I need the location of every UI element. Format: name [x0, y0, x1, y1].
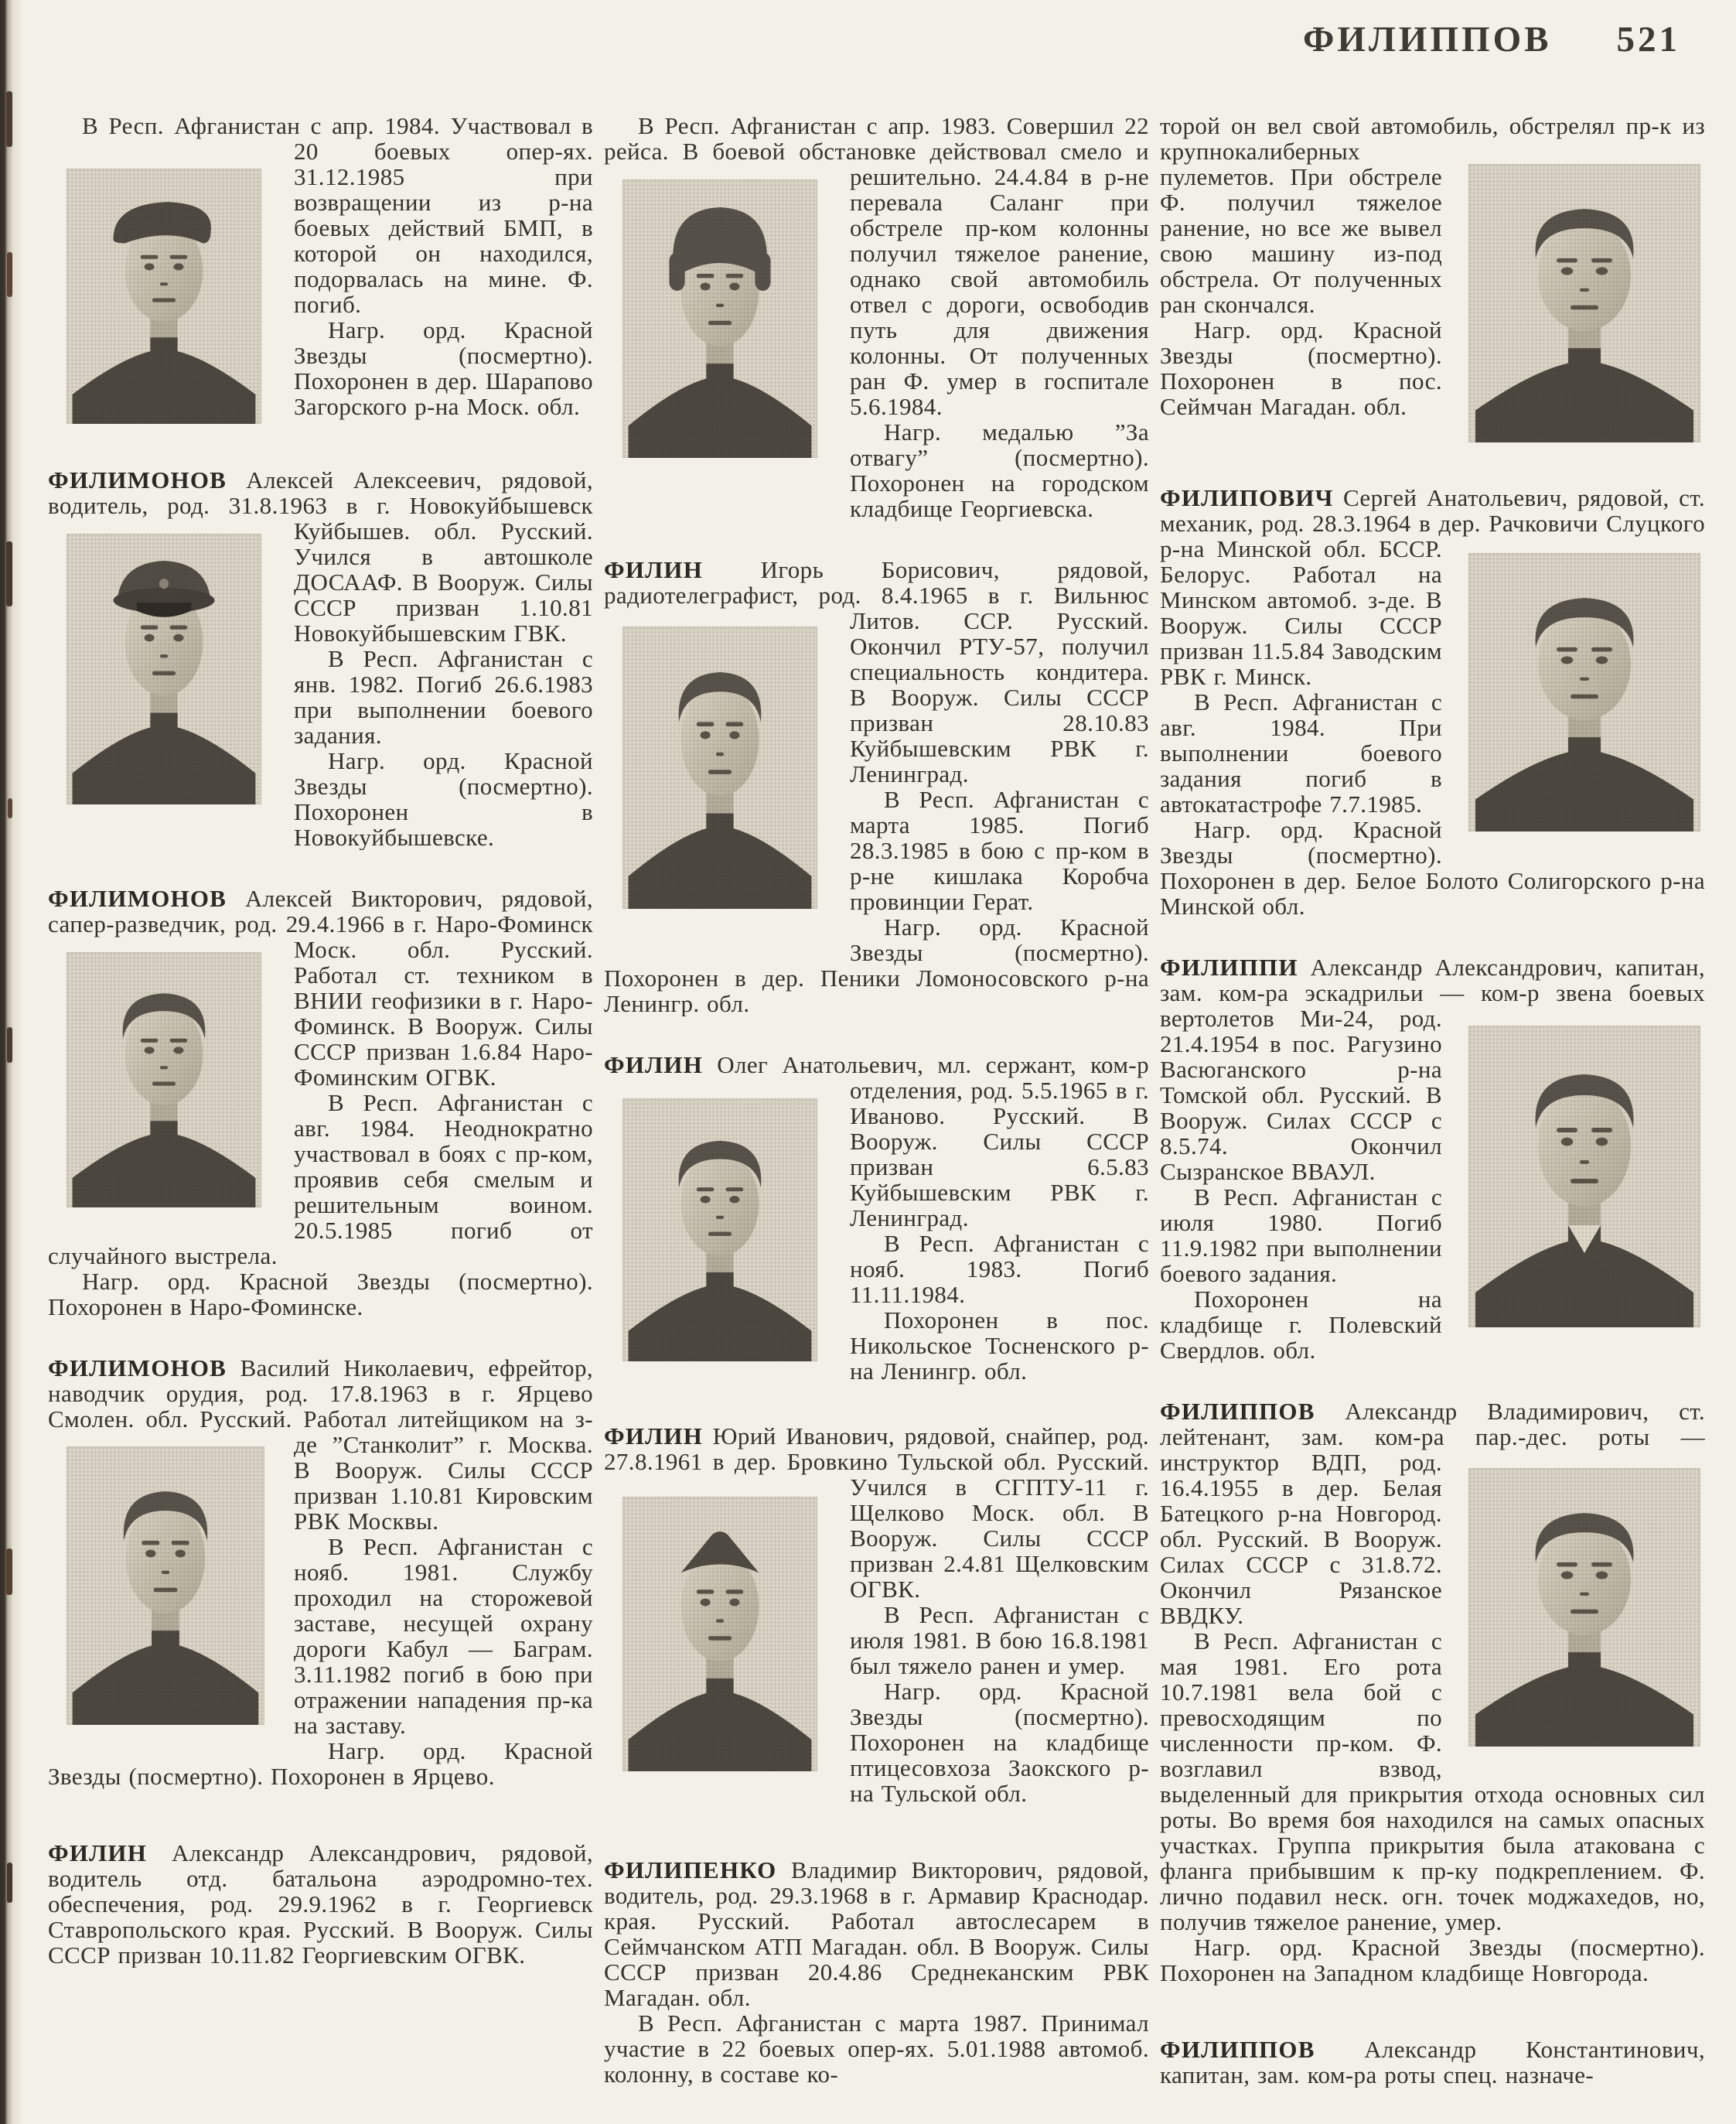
- book-edge-mark: [7, 1863, 12, 1903]
- entry-paragraph: торой он вел свой автомобиль, обстрелял пр-к из крупнокалиберных пулеметов. При обстреле Ф. получил тяжелое ранение, но все же вывел свою машину из-под обстрела. От полученных ран скончался.: [1160, 113, 1705, 318]
- column-1: [48, 113, 593, 2088]
- book-edge-mark: [6, 541, 12, 606]
- entry-paragraph: В Респ. Афганистан с апр. 1983. Совершил 22 рейса. В боевой обстановке действовал смело и решительно. 24.4.84 в р-не перевала Саланг при обстреле пр-ком колонны получил тяжелое ранение, однако свой автомобиль отвел с дороги, освободив путь для движения колонны. От полученных ран Ф. умер в госпитале 5.6.1984.: [604, 113, 1149, 420]
- book-edge-mark: [8, 798, 12, 818]
- entry-paragraph: В Респ. Афганистан с нояб. 1983. Погиб 11.11.1984.: [850, 1230, 1149, 1308]
- entry-surname: ФИЛИН: [604, 1052, 704, 1078]
- entry-surname: ФИЛИМОНОВ: [48, 886, 227, 912]
- entry-paragraph: Нагр. орд. Красной Звезды (посмертно). Похоронен в пос. Сеймчан Магадан. обл.: [1160, 316, 1442, 420]
- entry-surname: ФИЛИППИ: [1160, 954, 1298, 981]
- entry-paragraph: Нагр. орд. Красной Звезды (посмертно). Похоронен на Западном кладбище Новгорода.: [1160, 1934, 1705, 1986]
- entry-surname: ФИЛИПОВИЧ: [1160, 485, 1334, 511]
- entry-paragraph: В Респ. Афганистан с июля 1980. Погиб 11.9.1982 при выполнении боевого задания.: [1160, 1183, 1442, 1287]
- entry-lead: Олег Анатольевич, мл. сержант, ком-р отделения, род. 5.5.1965 в г. Иваново. Русский. В Вооруж. Силы СССР призван 6.5.83 Куйбышевским РВК г. Ленинград.: [703, 1052, 1149, 1231]
- portrait-photo: [67, 952, 261, 1207]
- entry-heading: [1160, 2037, 1705, 2088]
- entry-continuation: [1160, 113, 1705, 449]
- book-edge-mark: [6, 91, 12, 147]
- entry-paragraph: В Респ. Афганистан с марта 1985. Погиб 28.3.1985 в бою с пр-ком в р-не кишлака Коробча провинции Герат.: [850, 786, 1149, 915]
- entry-lead: Василий Николаевич, ефрейтор, наводчик орудия, род. 17.8.1963 в г. Ярцево Смолен. обл. Русский. Работал литейщиком на з-де ”Станколит” г. Москва. В Вооруж. Силы СССР призван 1.10.81 Кировским РВК Москвы.: [48, 1355, 593, 1535]
- entry-paragraph: В Респ. Афганистан с марта 1987. Принимал участие в 22 боевых опер-ях. 5.01.1988 автомоб. колонну, в составе ко-: [604, 2010, 1149, 2087]
- entry-paragraph: Похоронен в пос. Никольское Тосненского р-на Ленингр. обл.: [850, 1306, 1149, 1385]
- book-binding-edge: [0, 0, 26, 2124]
- entry-paragraph: В Респ. Афганистан с нояб. 1981. Службу проходил на сторожевой заставе, несущей охрану дороги Кабул — Баграм. 3.11.1982 погиб в бою при отражении нападения пр-ка на заставу.: [294, 1533, 593, 1739]
- page-number: 521: [1616, 19, 1680, 60]
- entry-paragraph: В Респ. Афганистан с авг. 1984. При выполнении боевого задания погиб в автокатастрофе 7.7.1985.: [1160, 688, 1442, 818]
- entry-lead: Владимир Викторович, рядовой, водитель, род. 29.3.1968 в г. Армавир Краснодар. края. Русский. Работал автослесарем в Сеймчанском АТП Магадан. обл. В Вооруж. Силы СССР призван 20.4.86 Среднеканским РВК Магадан. обл.: [604, 1857, 1149, 2011]
- entry-paragraph: В Респ. Афганистан с авг. 1984. Неоднократно участвовал в боях с пр-ком, проявив себя смелым и решительным воином. 20.5.1985 погиб от случайного выстрела.: [48, 1089, 593, 1269]
- column-3: [1160, 113, 1705, 2088]
- entry-paragraph: Нагр. орд. Красной Звезды (посмертно). Похоронен в дер. Пеники Ломоносовского р-на Ленингр. обл.: [604, 913, 1149, 1016]
- entry-paragraph: Нагр. орд. Красной Звезды (посмертно). Похоронен в Ярцево.: [48, 1737, 593, 1789]
- entry-continuation: [48, 113, 593, 432]
- page-body: [48, 113, 1705, 2088]
- entry-lead: Александр Александрович, капитан, зам. ком-ра эскадрильи — ком-р звена боевых вертолетов Ми-24, род. 21.4.1954 в пос. Рагузино Васюганского р-на Томской обл. Русский. В Вооруж. Силах СССР с 8.5.74. Окончил Сызранское ВВАУЛ.: [1160, 954, 1705, 1185]
- page-header-surname: ФИЛИППОВ: [1302, 19, 1552, 60]
- entry-paragraph: Нагр. орд. Красной Звезды (посмертно). Похоронен в дер. Белое Болото Солигорского р-на Минской обл.: [1160, 816, 1705, 919]
- entry-surname: ФИЛИППОВ: [1160, 1398, 1315, 1425]
- entry-filippi-aa: [1160, 954, 1705, 1363]
- portrait-photo: [622, 627, 817, 909]
- column-2: [604, 113, 1149, 2088]
- entry-filimonov-aa: [48, 467, 593, 850]
- entry-filin-yi: [604, 1423, 1149, 1806]
- entry-heading: [48, 1840, 593, 1968]
- entry-lead: Александр Константинович, капитан, зам. ком-ра роты спец. назначе-: [1160, 2037, 1705, 2088]
- entry-lead: Игорь Борисович, рядовой, радиотелеграфист, род. 8.4.1965 в г. Вильнюс Литов. ССР. Русский. Окончил РТУ-57, получил специальность кондитера. В Вооруж. Силы СССР призван 28.10.83 Куйбышевским РВК г. Ленинград.: [604, 557, 1149, 787]
- entry-heading: [604, 1857, 1149, 2010]
- portrait-photo: [622, 179, 817, 458]
- entry-paragraph: Похоронен на кладбище г. Полевский Свердлов. обл.: [1160, 1286, 1442, 1363]
- entry-surname: ФИЛИППОВ: [1160, 2037, 1315, 2063]
- book-edge-mark: [7, 1027, 12, 1063]
- entry-paragraph: В Респ. Афганистан с мая 1981. Его рота 10.7.1981 вела бой с превосходящим по численности пр-ком. Ф. возглавил взвод, выделенный для прикрытия отхода основных сил роты. Во время боя находился на самых опасных участках. Группа прикрытия была атакована с фланга прибывшим к пр-ку подкреплением. Ф. лично подавил неск. огн. точек моджахедов, но, получив тяжелое ранение, умер.: [1160, 1627, 1705, 1935]
- entry-lead: Александр Александрович, рядовой, водитель отд. батальона аэродромно-тех. обеспечения, род. 29.9.1962 в г. Георгиевск Ставропольского края. Русский. В Вооруж. Силы СССР призван 10.11.82 Георгиевским ОГВК.: [48, 1840, 593, 1968]
- entry-paragraph: Нагр. орд. Красной Звезды (посмертно). Похоронен на кладбище птицесовхоза Заокского р-на Тульской обл.: [850, 1678, 1149, 1806]
- entry-lead: Александр Владимирович, ст. лейтенант, зам. ком-ра пар.-дес. роты — инструктор ВДП, род. 16.4.1955 в дер. Белая Батецкого р-на Новгород. обл. Русский. В Вооруж. Силах СССР с 31.8.72. Окончил Рязанское ВВДКУ.: [1160, 1398, 1705, 1629]
- entry-paragraph: В Респ. Афганистан с апр. 1984. Участвовал в 20 боевых опер-ях. 31.12.1985 при возвращении из р-на боевых действий БМП, в которой он находился, подорвалась на мине. Ф. погиб.: [82, 113, 593, 318]
- portrait-photo: [622, 1497, 817, 1771]
- entry-filippov-ak: [1160, 2037, 1705, 2088]
- portrait-photo: [1468, 164, 1700, 442]
- entry-filin-ib: [604, 557, 1149, 1016]
- entry-paragraph: Нагр. медалью ”За отвагу” (посмертно). Похоронен на городском кладбище Георгиевска.: [850, 418, 1149, 521]
- entry-continuation: [604, 113, 1149, 521]
- portrait-photo: [1468, 1026, 1700, 1327]
- entry-lead: Алексей Викторович, рядовой, сапер-разведчик, род. 29.4.1966 в г. Наро-Фоминск Моск. обл. Русский. Работал ст. техником в ВНИИ геофизики в г. Наро-Фоминск. В Вооруж. Силы СССР призван 1.6.84 Наро-Фоминским ОГВК.: [48, 886, 593, 1091]
- entry-surname: ФИЛИН: [604, 557, 704, 583]
- page-header: [1303, 19, 1680, 60]
- portrait-photo: [1468, 553, 1700, 832]
- entry-filin-oa: [604, 1052, 1149, 1388]
- entry-filipenko-vv: [604, 1857, 1149, 2087]
- entry-surname: ФИЛИН: [604, 1423, 704, 1450]
- entry-paragraph: Нагр. орд. Красной Звезды (посмертно). Похоронен в дер. Шарапово Загорского р-на Моск. обл.: [294, 316, 593, 420]
- entry-paragraph: В Респ. Афганистан с июля 1981. В бою 16.8.1981 был тяжело ранен и умер.: [850, 1601, 1149, 1679]
- entry-paragraph: Нагр. орд. Красной Звезды (посмертно). Похоронен в Новокуйбышевске.: [294, 747, 593, 850]
- entry-filipovich-sa: [1160, 485, 1705, 919]
- portrait-photo: [67, 534, 261, 804]
- entry-surname: ФИЛИМОНОВ: [48, 1355, 227, 1381]
- portrait-photo: [67, 1446, 264, 1725]
- entry-filin-aa: [48, 1840, 593, 1968]
- entry-paragraph: В Респ. Афганистан с янв. 1982. Погиб 26.6.1983 при выполнении боевого задания.: [294, 645, 593, 749]
- entry-surname: ФИЛИН: [48, 1840, 148, 1866]
- book-edge-mark: [6, 1549, 12, 1595]
- entry-filippov-av: [1160, 1398, 1705, 1986]
- entry-filimonov-vn: [48, 1355, 593, 1789]
- entry-filimonov-av: [48, 886, 593, 1320]
- entry-lead: Алексей Алексеевич, рядовой, водитель, род. 31.8.1963 в г. Новокуйбышевск Куйбышев. обл. Русский. Учился в автошколе ДОСААФ. В Вооруж. Силы СССР призван 1.10.81 Новокуйбышевским ГВК.: [48, 467, 593, 647]
- book-edge-mark: [7, 252, 12, 297]
- entry-surname: ФИЛИМОНОВ: [48, 467, 227, 493]
- portrait-photo: [622, 1098, 817, 1361]
- portrait-photo: [1468, 1468, 1700, 1747]
- entry-paragraph: Нагр. орд. Красной Звезды (посмертно). Похоронен в Наро-Фоминске.: [48, 1268, 593, 1320]
- entry-lead: Юрий Иванович, рядовой, снайпер, род. 27.8.1961 в дер. Бровкино Тульской обл. Русский. Учился в СГПТУ-11 г. Щелково Моск. обл. В Вооруж. Силы СССР призван 2.4.81 Щелковским ОГВК.: [604, 1423, 1149, 1603]
- entry-lead: Сергей Анатольевич, рядовой, ст. механик, род. 28.3.1964 в дер. Рачковичи Слуцкого р-на Минской обл. БССР. Белорус. Работал на Минском автомоб. з-де. В Вооруж. Силы СССР призван 11.5.84 Заводским РВК г. Минск.: [1160, 485, 1705, 690]
- entry-surname: ФИЛИПЕНКО: [604, 1857, 777, 1883]
- portrait-photo: [67, 169, 261, 424]
